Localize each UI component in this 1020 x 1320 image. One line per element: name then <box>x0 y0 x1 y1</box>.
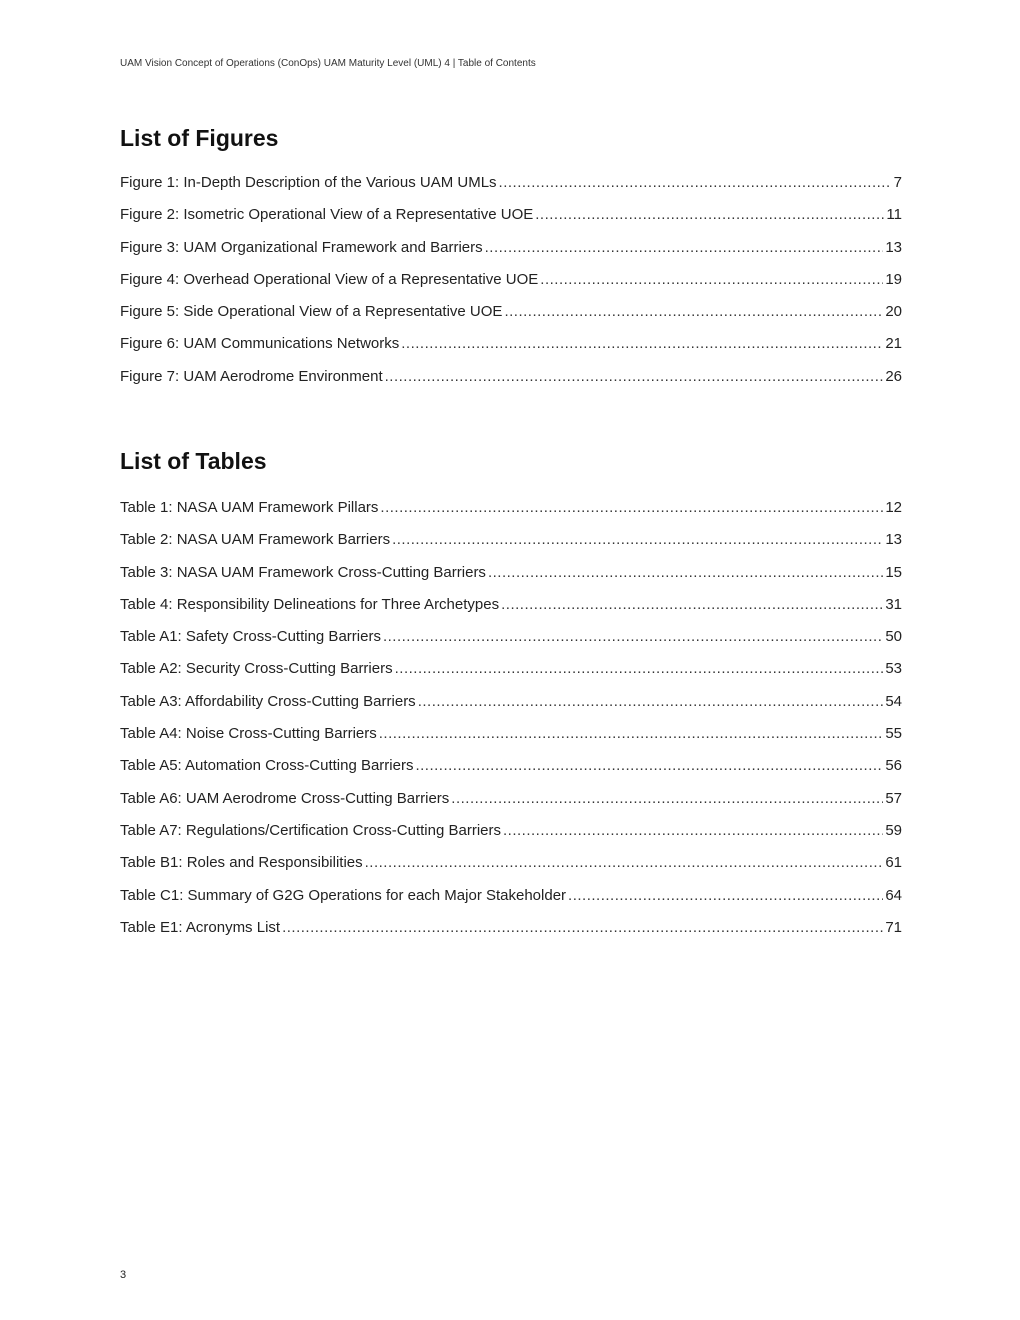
dot-leader <box>365 854 884 871</box>
toc-entry[interactable] <box>120 693 902 725</box>
toc-entry-label: Figure 2: Isometric Operational View of a Representative UOE <box>120 206 534 224</box>
dot-leader <box>488 564 883 581</box>
dot-leader <box>501 596 883 613</box>
toc-entry-label: Figure 4: Overhead Operational View of a Representative UOE <box>120 270 539 288</box>
toc-entry[interactable] <box>120 174 902 206</box>
toc-entry[interactable] <box>120 887 902 919</box>
dot-leader <box>418 693 884 710</box>
toc-entry-page: 20 <box>885 303 902 321</box>
toc-entry-label: Figure 1: In-Depth Description of the Various UAM UMLs <box>120 174 497 191</box>
dot-leader <box>415 757 883 774</box>
dot-leader <box>451 790 883 807</box>
list-of-figures <box>120 174 902 400</box>
toc-entry-page: 64 <box>885 886 902 904</box>
toc-entry-label: Table 1: NASA UAM Framework Pillars <box>120 499 379 516</box>
dot-leader <box>568 887 883 904</box>
toc-entry-page: 11 <box>886 206 902 224</box>
dot-leader <box>385 368 884 385</box>
dot-leader <box>395 660 884 677</box>
toc-entry[interactable] <box>120 854 902 886</box>
dot-leader <box>379 725 884 742</box>
toc-entry-label: Table A4: Noise Cross-Cutting Barriers <box>120 725 377 743</box>
toc-entry[interactable] <box>120 499 902 531</box>
list-of-tables-title: List of Tables <box>120 448 267 474</box>
dot-leader <box>535 206 884 223</box>
toc-entry[interactable] <box>120 628 902 660</box>
toc-entry-label: Table 2: NASA UAM Framework Barriers <box>120 531 391 549</box>
page-number: 3 <box>120 1269 127 1281</box>
toc-entry[interactable] <box>120 725 902 757</box>
toc-entry-label: Table A7: Regulations/Certification Cross-Cutting Barriers <box>120 821 501 839</box>
toc-entry[interactable] <box>120 368 902 400</box>
toc-entry[interactable] <box>120 757 902 789</box>
toc-entry-label: Figure 5: Side Operational View of a Representative UOE <box>120 303 503 321</box>
toc-entry[interactable] <box>120 206 902 238</box>
dot-leader <box>503 822 883 839</box>
toc-entry-page: 57 <box>885 789 902 807</box>
toc-entry-page: 59 <box>885 821 902 839</box>
toc-entry-label: Figure 6: UAM Communications Networks <box>120 335 400 353</box>
dot-leader <box>282 919 883 936</box>
toc-entry-page: 13 <box>885 238 902 256</box>
toc-entry-page: 26 <box>885 367 902 385</box>
toc-entry-page: 54 <box>885 692 902 710</box>
dot-leader <box>380 499 883 516</box>
dot-leader <box>392 531 883 548</box>
toc-entry-page: 71 <box>885 918 902 936</box>
toc-entry[interactable] <box>120 303 902 335</box>
dot-leader <box>540 271 883 288</box>
toc-entry-page: 15 <box>885 563 902 581</box>
dot-leader <box>485 239 884 256</box>
toc-entry-page: 53 <box>885 660 902 678</box>
list-of-figures-title: List of Figures <box>120 125 279 151</box>
toc-entry-page: 13 <box>885 531 902 549</box>
toc-entry-label: Table A1: Safety Cross-Cutting Barriers <box>120 628 381 646</box>
toc-entry-label: Table A6: UAM Aerodrome Cross-Cutting Barriers <box>120 789 450 807</box>
dot-leader <box>499 174 892 191</box>
dot-leader <box>504 303 883 320</box>
toc-entry-page: 61 <box>885 854 902 872</box>
toc-entry[interactable] <box>120 822 902 854</box>
toc-entry-page: 19 <box>885 270 902 288</box>
toc-entry-label: Table 4: Responsibility Delineations for Three Archetypes <box>120 595 500 613</box>
dot-leader <box>401 335 883 352</box>
toc-entry-label: Figure 7: UAM Aerodrome Environment <box>120 367 383 385</box>
toc-entry[interactable] <box>120 531 902 563</box>
list-of-tables <box>120 499 902 951</box>
toc-entry-label: Table A3: Affordability Cross-Cutting Barriers <box>120 692 416 710</box>
toc-entry-page: 21 <box>885 335 902 353</box>
toc-entry-page: 31 <box>885 595 902 613</box>
toc-entry[interactable] <box>120 596 902 628</box>
toc-entry[interactable] <box>120 919 902 951</box>
toc-entry-label: Table E1: Acronyms List <box>120 918 281 936</box>
toc-entry[interactable] <box>120 239 902 271</box>
toc-entry-page: 7 <box>893 174 902 191</box>
toc-entry-label: Table A2: Security Cross-Cutting Barriers <box>120 660 393 678</box>
toc-entry-page: 56 <box>885 757 902 775</box>
toc-entry-label: Figure 3: UAM Organizational Framework and Barriers <box>120 238 483 256</box>
toc-entry-label: Table 3: NASA UAM Framework Cross-Cutting Barriers <box>120 563 486 581</box>
running-header: UAM Vision Concept of Operations (ConOps) UAM Maturity Level (UML) 4 | Table of Contents <box>120 58 536 69</box>
toc-entry[interactable] <box>120 564 902 596</box>
toc-entry[interactable] <box>120 790 902 822</box>
toc-entry-label: Table C1: Summary of G2G Operations for each Major Stakeholder <box>120 886 567 904</box>
toc-entry[interactable] <box>120 271 902 303</box>
toc-entry-label: Table B1: Roles and Responsibilities <box>120 854 363 872</box>
toc-entry-page: 50 <box>885 628 902 646</box>
toc-entry-page: 55 <box>885 725 902 743</box>
toc-entry[interactable] <box>120 660 902 692</box>
toc-entry-label: Table A5: Automation Cross-Cutting Barriers <box>120 757 414 775</box>
toc-entry-page: 12 <box>885 499 902 516</box>
dot-leader <box>383 628 883 645</box>
toc-entry[interactable] <box>120 335 902 367</box>
